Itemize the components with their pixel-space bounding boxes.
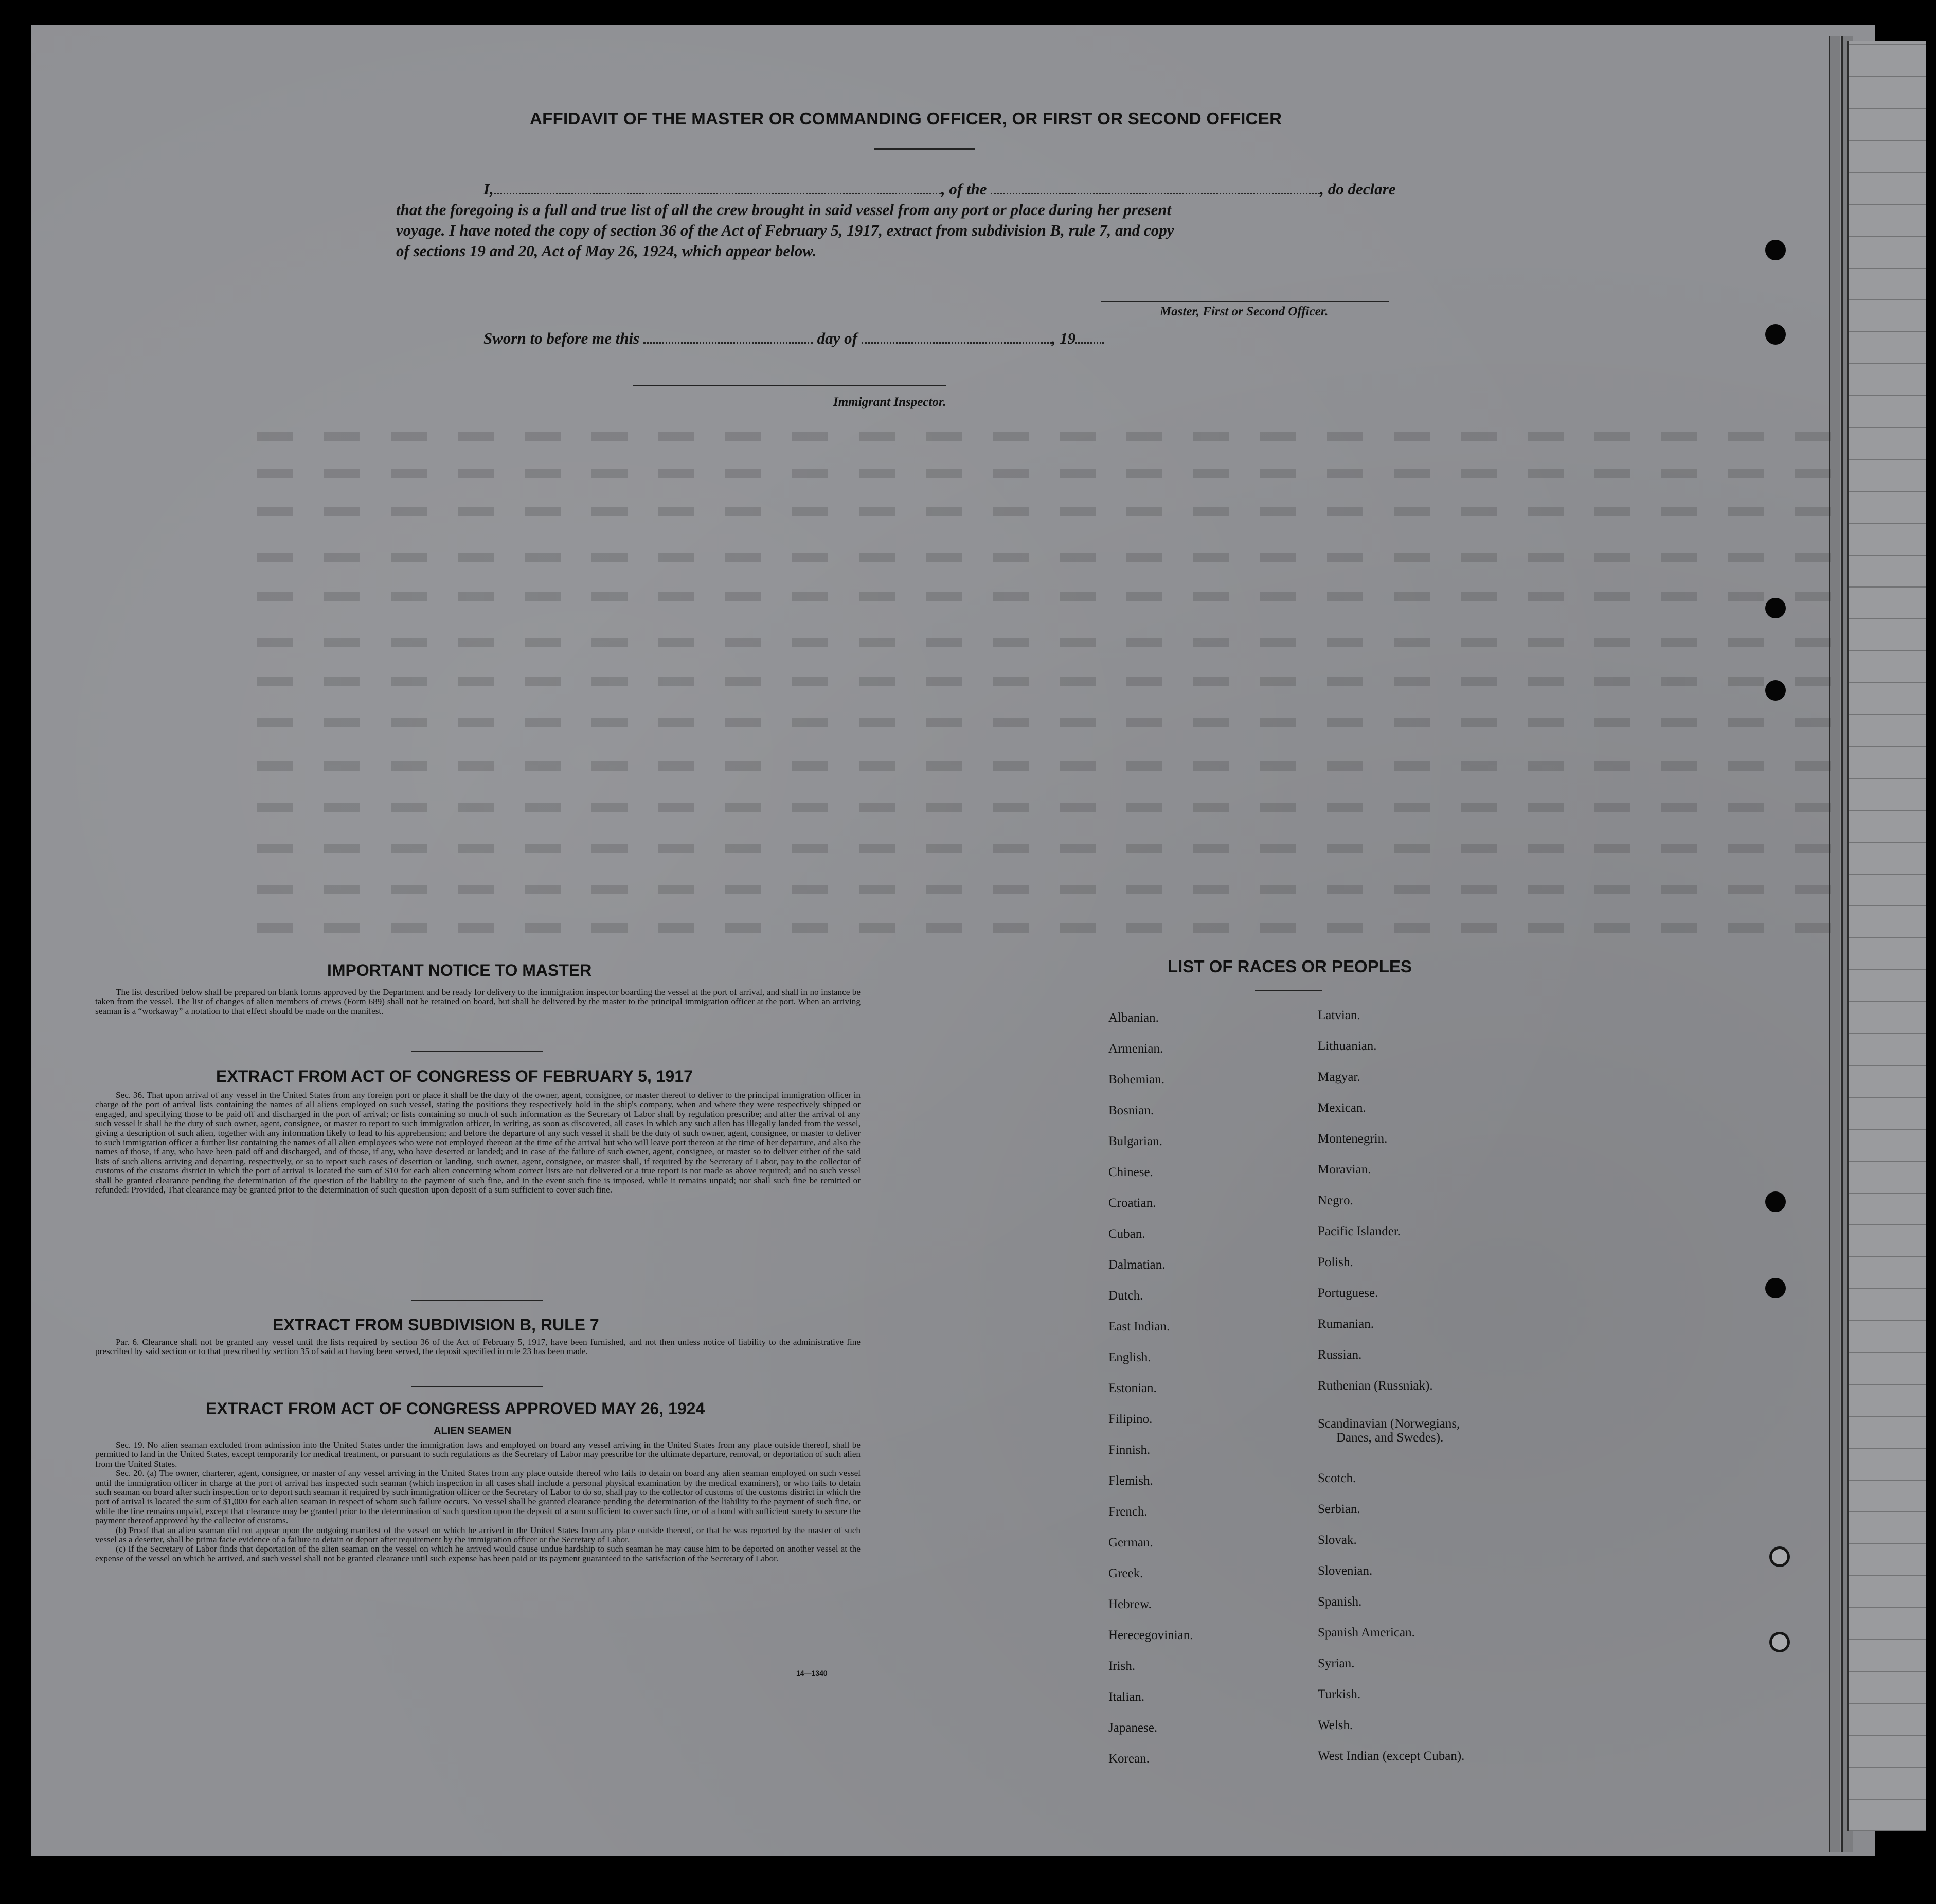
affidavit-declaration-line [483, 180, 1395, 199]
race-item: Armenian. [1108, 1042, 1163, 1056]
race-item: Slovenian. [1318, 1564, 1373, 1578]
affidavit-text-line: voyage. I have noted the copy of section 36 of the Act of February 5, 1917, extract from subdivision B, rule 7, and copy [396, 221, 1174, 239]
sec-20b-text: (b) Proof that an alien seaman did not appear upon the outgoing manifest of the vessel on which he arrived in the United States from any place outside thereof, or that he was reported by the master of such vessel as a deserter, shall be prima facie evidence of a failure to detain or deport after requirement by the immigration officer or the Secretary of Labor. [95, 1525, 861, 1545]
bleed-through-row [257, 553, 1841, 562]
sworn-day-blank[interactable] [643, 338, 813, 344]
bleed-through-row [257, 638, 1841, 647]
declaration-suffix: , do declare [1320, 180, 1396, 198]
race-item: Montenegrin. [1318, 1132, 1388, 1146]
punch-hole [1765, 1278, 1786, 1298]
race-item: Negro. [1318, 1194, 1353, 1207]
race-item: Cuban. [1108, 1227, 1145, 1241]
race-item: Ruthenian (Russniak). [1318, 1379, 1433, 1393]
bleed-through-row [257, 718, 1841, 727]
race-item: Lithuanian. [1318, 1039, 1377, 1053]
bleed-through-row [257, 803, 1841, 812]
race-item: Japanese. [1108, 1721, 1158, 1735]
race-item-line-1: Scandinavian (Norwegians, [1318, 1417, 1460, 1431]
race-item: Hebrew. [1108, 1597, 1152, 1611]
extract-1917-body: Sec. 36. That upon arrival of any vessel in the United States from any foreign port or place it shall be the duty of the owner, agent, consignee, or master thereof to deliver to the principal immigration officer in charge of the port of arrival lists containing the names of all aliens employed on such vessel, stating the positions they respectively hold in the ship's company, when and where they were respectively shipped or engaged, and specifying those to be paid off and discharged in the port of arrival; or lists containing so much of such information as the Secretary of Labor shall by regulation prescribe; and after the arrival of any such vessel it shall be the duty of such owner, agent, consignee, or master to report to such immigration officer, in writing, as soon as discovered, all cases in which any such alien has illegally landed from the vessel, giving a description of such alien, together with any information likely to lead to his apprehension; and before the departure of any such vessel it shall be the duty of such owner, agent, consignee, or master to deliver to such immigration officer a further list containing the names of all alien employees who were not employed thereon at the time of the arrival but who will leave port thereon at the time of her departure, and also the names of those, if any, who have been paid off and discharged, and of those, if any, who have deserted or landed; and in case of the failure of such owner, agent, consignee, or master so to deliver either of the said lists of such aliens arriving and departing, respectively, or so to report such cases of desertion or landing, such owner, agent, consignee, or master shall, if required by the Secretary of Labor, pay to the collector of customs of the customs district in which the port of arrival is located the sum of $10 for each alien concerning whom correct lists are not delivered or a true report is not made as above required; and no such vessel shall be granted clearance pending the determination of the question of the liability to the payment of such fine, and in the event such fine is imposed, while it remains unpaid; nor shall such fine be remitted or refunded: Provided, That clearance may be granted prior to the determination of such question upon deposit of a sum sufficient to cover such fine. [95, 1090, 861, 1195]
race-item: Rumanian. [1318, 1317, 1374, 1331]
race-item: Irish. [1108, 1659, 1136, 1673]
master-signature-line[interactable] [1101, 301, 1389, 302]
affidavit-text-line: that the foregoing is a full and true list of all the crew brought in said vessel from any port or place during her present [396, 201, 1172, 219]
bleed-through-row [257, 923, 1841, 933]
declaration-mid: , of the [941, 180, 987, 198]
inspector-signature-label: Immigrant Inspector. [833, 395, 946, 409]
races-list-right [1318, 1008, 1464, 1780]
punch-hole [1765, 598, 1786, 618]
race-item: Welsh. [1318, 1718, 1353, 1732]
extract-rule7-body: Par. 6. Clearance shall not be granted any vessel until the lists required by section 36 of the Act of February 5, 1917, have been furnished, and not then unless notice of liability to the administrative fine prescribed by said section or to that prescribed by section 35 of said act having been served, the deposit specified in rule 23 has been made. [95, 1337, 861, 1357]
race-item: German. [1108, 1536, 1153, 1550]
races-list-title: LIST OF RACES OR PEOPLES [1168, 957, 1412, 976]
punch-hole [1765, 324, 1786, 345]
race-item: Italian. [1108, 1690, 1145, 1704]
race-item: Bosnian. [1108, 1104, 1154, 1117]
race-item: Syrian. [1318, 1657, 1355, 1670]
declaration-prefix: I, [483, 180, 494, 198]
races-title-rule [1255, 990, 1322, 991]
bleed-through-row [257, 592, 1841, 601]
name-blank[interactable] [494, 189, 941, 194]
race-item: Serbian. [1318, 1502, 1360, 1516]
sworn-mid: day of [817, 329, 857, 347]
sworn-line [483, 329, 1104, 348]
race-item: Polish. [1318, 1255, 1353, 1269]
race-item: Mexican. [1318, 1101, 1366, 1115]
race-item: Slovak. [1318, 1533, 1357, 1547]
bleed-through-row [257, 469, 1841, 478]
race-item: Scotch. [1318, 1471, 1356, 1485]
race-item: Turkish. [1318, 1687, 1361, 1701]
race-item: Chinese. [1108, 1165, 1153, 1179]
alien-seamen-subheading: ALIEN SEAMEN [434, 1425, 512, 1436]
extract-rule7-heading: EXTRACT FROM SUBDIVISION B, RULE 7 [273, 1315, 599, 1334]
section-rule [411, 1300, 543, 1301]
race-item: Portuguese. [1318, 1286, 1378, 1300]
race-item: French. [1108, 1505, 1148, 1519]
race-item: Russian. [1318, 1348, 1362, 1362]
affidavit-title: AFFIDAVIT OF THE MASTER OR COMMANDING OFFICER, OR FIRST OR SECOND OFFICER [530, 109, 1282, 128]
bleed-through-row [257, 432, 1841, 441]
race-item: English. [1108, 1350, 1151, 1364]
extract-1917-heading: EXTRACT FROM ACT OF CONGRESS OF FEBRUARY 5, 1917 [216, 1067, 693, 1086]
sworn-year-blank[interactable] [1075, 338, 1104, 344]
race-item: Spanish. [1318, 1595, 1362, 1609]
punch-hole [1765, 1191, 1786, 1212]
section-rule [411, 1051, 543, 1052]
race-item: Croatian. [1108, 1196, 1156, 1210]
race-item: Magyar. [1318, 1070, 1360, 1084]
race-item: Dalmatian. [1108, 1258, 1166, 1272]
race-item: Moravian. [1318, 1163, 1371, 1177]
form-number: 14—1340 [796, 1669, 828, 1677]
affidavit-text-line: of sections 19 and 20, Act of May 26, 1924, which appear below. [396, 242, 817, 260]
notice-heading: IMPORTANT NOTICE TO MASTER [327, 961, 592, 980]
sworn-month-blank[interactable] [862, 338, 1052, 344]
notice-body: The list described below shall be prepared on blank forms approved by the Department and be ready for delivery to the immigration inspector boarding the vessel at the port of arrival, and shall in no instance be taken from the vessel. The list of changes of alien members of crews (Form 689) shall not be retained on board, but shall be delivered by the master to the principal immigration officer at the port. When an arriving seaman is a “workaway” a notation to that effect should be made on the manifest. [95, 987, 861, 1016]
punch-hole [1765, 680, 1786, 701]
bleed-through-row [257, 844, 1841, 853]
bleed-through-row [257, 507, 1841, 516]
race-item: Korean. [1108, 1752, 1150, 1766]
document-page [31, 25, 1875, 1856]
race-item: Greek. [1108, 1567, 1143, 1580]
race-item: Pacific Islander. [1318, 1224, 1401, 1238]
extract-1924-heading: EXTRACT FROM ACT OF CONGRESS APPROVED MAY 26, 1924 [206, 1399, 705, 1418]
sec-19-text: Sec. 19. No alien seaman excluded from admission into the United States under the immigration laws and employed on board any vessel arriving in the United States from any place outside thereof, shall be permitted to land in the United States, except temporarily for medical treatment, or pursuant to such regulations as the Secretary of Labor may prescribe for the ultimate departure, removal, or deportation of such alien from the United States. [95, 1440, 861, 1469]
race-item: Herecegovinian. [1108, 1628, 1193, 1642]
adjacent-page-strip [1847, 41, 1926, 1831]
sec-20a-text: Sec. 20. (a) The owner, charterer, agent, consignee, or master of any vessel arriving in the United States from any place outside thereof who fails to detain on board any alien seaman employed on such vessel until the immigration officer in charge at the port of arrival has inspected such seaman (which inspection in all cases shall include a personal physical examination by the medical examiners), or who fails to detain such seaman on board after such inspection or to deport such seaman if required by such immigration officer or the Secretary of Labor to do so, shall pay to the collector of customs of the customs district in which the port of arrival is located the sum of $1,000 for each alien seaman in respect of whom such failure occurs. No vessel shall be granted clearance pending the determination of the liability to the payment of such fine, or while the fine remains unpaid, except that clearance may be granted prior to the determination of such question upon the deposit of a sum sufficient to cover such fine, or of a bond with sufficient surety to secure the payment thereof approved by the collector of customs. [95, 1468, 861, 1526]
punch-hole-ring [1769, 1632, 1790, 1652]
punch-hole-ring [1769, 1546, 1790, 1567]
race-item: Latvian. [1318, 1008, 1360, 1022]
race-item: Bulgarian. [1108, 1134, 1162, 1148]
bleed-through-row [257, 885, 1841, 894]
sworn-year: , 19 [1051, 329, 1076, 347]
race-item: West Indian (except Cuban). [1318, 1749, 1465, 1763]
race-item: Flemish. [1108, 1474, 1153, 1488]
page-edge-left [1829, 36, 1840, 1852]
race-item: Estonian. [1108, 1381, 1157, 1395]
vessel-blank[interactable] [991, 189, 1320, 194]
race-item: Albanian. [1108, 1011, 1159, 1025]
race-item-line-2: Danes, and Swedes). [1336, 1431, 1444, 1445]
race-item: Dutch. [1108, 1289, 1143, 1303]
bleed-through-row [257, 761, 1841, 771]
race-item: East Indian. [1108, 1320, 1170, 1333]
sworn-prefix: Sworn to before me this [483, 329, 640, 347]
master-signature-label: Master, First or Second Officer. [1160, 305, 1329, 318]
races-list-left [1108, 1011, 1193, 1783]
title-rule [874, 148, 975, 150]
punch-hole [1765, 240, 1786, 260]
section-rule [411, 1386, 543, 1387]
bleed-through-row [257, 677, 1841, 686]
extract-1924-body [95, 1440, 861, 1563]
race-item [1318, 1410, 1464, 1471]
sec-20c-text: (c) If the Secretary of Labor finds that deportation of the alien seaman on the vessel on which he arrived would cause undue hardship to such seaman he may cause him to be deported on another vessel at the expense of the vessel on which he arrived, and such vessel shall not be granted clearance until such expense has been paid or its payment guaranteed to the satisfaction of the Secretary of Labor. [95, 1544, 861, 1563]
inspector-signature-line[interactable] [633, 385, 946, 386]
race-item: Spanish American. [1318, 1626, 1415, 1640]
race-item: Filipino. [1108, 1412, 1153, 1426]
race-item: Bohemian. [1108, 1073, 1165, 1087]
race-item: Finnish. [1108, 1443, 1151, 1457]
